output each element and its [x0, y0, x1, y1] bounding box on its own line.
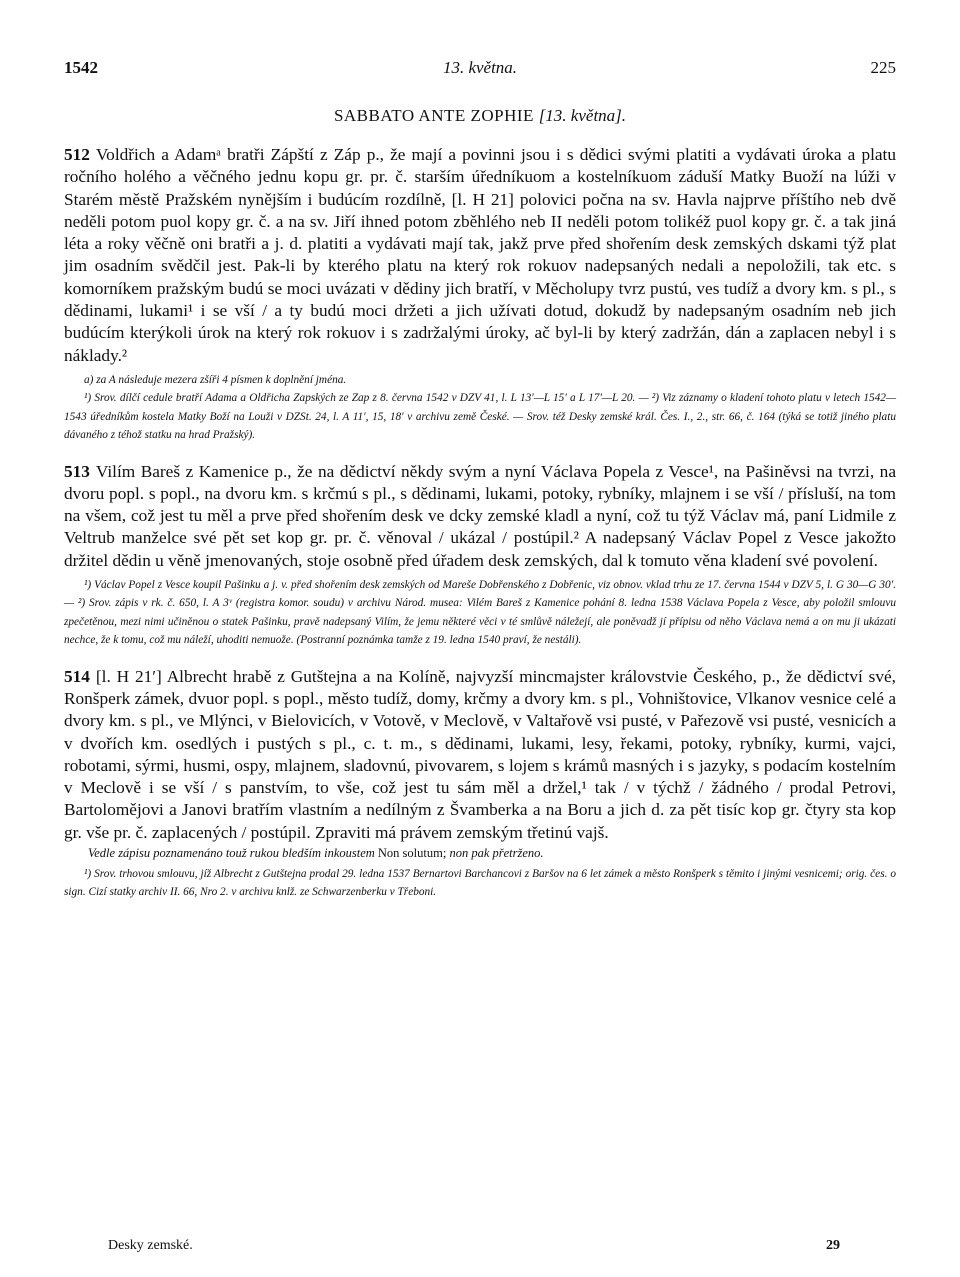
footer-title: Desky zemské. [108, 1238, 193, 1253]
running-head [64, 58, 896, 88]
entry-body: Vilím Bareš z Kamenice p., že na dědictví někdy svým a nyní Václava Popela z Vesce¹, na Pašiněvsi na tvrzi, na dvoru popl. s popl., na dvoru km. s krčmú s pl., s dědinami, lukami, potoky, rybníky, mlajnem i se vší / přísluší, na tom na všem, což jest tu měl a prve před shořením desk ve dcky zemské kladl a nyní, což tu týž Václav má, paní Lidmile z Veltrub manželce své pět set kop gr. pr. č. věnoval / ukázal / postúpil.² A nadepsaný Václav Popel z Vesce jakožto držitel dědin u věně jmenovaných, stoje osobně před úřadem desk zemských, dal k tomuto věna kladení své povolení. [64, 461, 896, 570]
note-tail: non pak přetrženo. [449, 846, 544, 861]
footnote: a) za A následuje mezera zšíři 4 písmen k doplnění jména. [84, 373, 347, 386]
section-title [64, 106, 896, 126]
entry-number: 514 [64, 666, 90, 686]
note-upright: Non solutum; [377, 846, 447, 861]
entry-text [64, 461, 896, 572]
entry-512 [64, 144, 896, 445]
entry-number: 512 [64, 145, 90, 164]
entry-text [64, 144, 896, 367]
note-italic: Vedle zápisu poznamenáno touž rukou bledším inkoustem [88, 846, 375, 861]
document-page [64, 58, 896, 1258]
entry-number: 513 [64, 461, 90, 481]
entry-513 [64, 461, 896, 650]
page-footer [64, 1238, 896, 1258]
footnote: ¹) Václav Popel z Vesce koupil Pašinku a j. v. před shořením desk zemských od Mareše Dobřenského z Dobřenic, viz obnov. vklad trhu ze 17. června 1544 v DZV 5, l. G 30—G 30′. — ²) Srov. zápis v rk. č. 650, l. A 3ᵛ (registra komor. soudu) v archivu Národ. musea: Vilém Bareš z Kamenice pohání 8. ledna 1538 Václava Popela z Vesce, aby položil smlouvu zpečetěnou, mezi nimi učiněnou o statek Pašinku, pravě nadepsaný Vilím, že jemu některé věci v té smlůvě náležejí, ale poněvadž jí přípisu od něho Václava nemá a on mu ji ukázati nechce, že k tomu, což mu náleží, uhoditi nemuože. (Postranní poznámka tamže z 19. ledna 1540 praví, že nestáli). [64, 579, 896, 647]
header-date: 13. května. [442, 58, 518, 77]
section-title-main: SABBATO ANTE ZOPHIE [333, 106, 534, 125]
entry-text [64, 666, 896, 844]
entry-514 [64, 666, 896, 902]
footnotes [64, 371, 896, 445]
section-title-bracket: [13. května]. [538, 106, 627, 125]
footnotes [64, 865, 896, 902]
marginal-note [88, 846, 896, 861]
entry-body: Voldřich a Adamᵃ bratři Zápští z Záp p., že mají a povinni jsou i s dědici svými platiti a vydávati úroka a platu ročního holého a věčného jednu kopu gr. pr. č. starším úředníkuom a kostelníkuom záduší Matky Buoží na lúži v Starém městě Pražském nynějším i budúcím rozdílně, [l. H 21] polovici počna na sv. Havla najprve příštího neb dvě neděli potom puol kopy gr. č. a na sv. Jiří ihned potom zběhlého neb II neděli potom tolikéž puol kopy gr. č. a tak jiná léta a roky věčně oni bratři a j. d. platiti a vydávati mají tak, jakž prve před shořením desk zemských dskami týž plat jim osadním svědčil jest. Pak-li by kterého platu na který rok rokuov nadepsaných nedali a nepoložili, tak etc. s komorníkem pražským budú se moci uvázati v dědiny jich bratří, v Měcholupy tvrz pustú, ves tudíž a dvory km. s pl., s dědinami, lukami¹ i se vší / a ty budú moci držeti a jich užívati dotud, dokudž by nadepsaným osadním neb jich budúcím kterýkoli úrok na který rok rokuov i s zadržalými úroky, ač byl-li by který zadržán, dán a zaplacen nebyl i s náklady.² [64, 145, 896, 365]
footnotes [64, 576, 896, 650]
footer-signature: 29 [826, 1238, 840, 1253]
header-year: 1542 [64, 58, 98, 77]
entry-body: [l. H 21′] Albrecht hrabě z Gutštejna a na Kolíně, najvyzší mincmajster královstvie Českého, p., že dědictví své, Ronšperk zámek, dvuor popl. s popl., město tudíž, domy, krčmy a dvory km. s pl., Vohništovice, Vlkanov vesnice celé a dvory km. s pl., ve Mlýnci, v Bielovicích, v Votově, v Meclově, v Valtařově vsi pusté, v Pařezově vsi pusté, vesnicích a v dvořích km. osedlých i pustých s pl., c. t. m., s dědinami, lukami, lesy, řekami, potoky, rybníky, kurmi, vajci, robotami, sýrmi, husmi, ospy, mlajnem, sladovnú, pivovarem, s lojem s krámů masných i s jazyky, s podacím kostelním v Meclově i se vší / s panstvím, to vše, což jest tu sám měl a držel,¹ tak / v týchž / žádného / prodal Petrovi, Bartolomějovi a Janovi bratřím vlastním a nedílným z Švamberka a na Boru a jich d. za pět tisíc kop gr. čtyry sta kop gr. vše pr. č. zaplacených / postúpil. Zpraviti má právem zemským třetinú vajš. [64, 666, 896, 842]
footnote: ¹) Srov. dílčí cedule bratří Adama a Oldřicha Zapských ze Zap z 8. června 1542 v DZV 41, l. L 13′—L 15′ a L 17′—L 20. — ²) Viz záznamy o kladení tohoto platu v letech 1542—1543 úředníkům kostela Matky Boží na Louži v DZSt. 24, l. A 11′, 15, 18′ v archivu země České. — Srov. též Desky zemské král. Čes. I., 2., str. 66, č. 164 (týká se totiž jiného platu dávaného z téhož statku na hrad Pražský). [64, 392, 896, 442]
header-page-number: 225 [870, 58, 896, 77]
footnote: ¹) Srov. trhovou smlouvu, jíž Albrecht z Gutštejna prodal 29. ledna 1537 Bernartovi Barchancovi z Baršov na 6 let zámek a město Ronšperk s těmito i jinými vesnicemi; orig. čes. o sign. Cizí statky archiv II. 66, Nro 2. v archivu knlž. ze Schwarzenberku v Třeboni. [64, 868, 896, 899]
